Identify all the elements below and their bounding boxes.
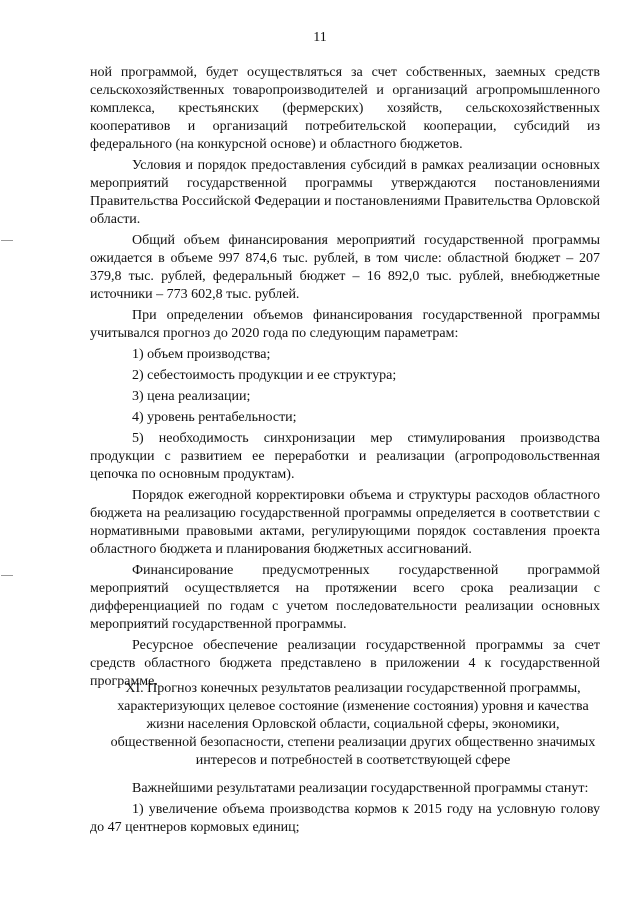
margin-mark (1, 575, 13, 576)
document-body (90, 64, 600, 694)
paragraph: Порядок ежегодной корректировки объема и структуры расходов областного бюджета на реализацию государственной программы определяется в соответствии с нормативными правовыми актами, регулирующими порядок составления проекта областного бюджета и планирования бюджетных ассигнований. (90, 488, 600, 557)
paragraph: При определении объемов финансирования государственной программы учитывался прогноз до 2020 года по следующим параметрам: (90, 308, 600, 341)
list-item: 1) увеличение объема производства кормов к 2015 году на условную голову до 47 центнеров кормовых единиц; (90, 802, 600, 835)
margin-mark (1, 240, 13, 241)
list-item: 4) уровень рентабельности; (132, 410, 297, 425)
paragraph: Общий объем финансирования мероприятий государственной программы ожидается в объеме 997 874,6 тыс. рублей, в том числе: областной бюджет – 207 379,8 тыс. рублей, федеральный бюджет – 16 892,0 тыс. рублей, внебюджетные источники – 773 602,8 тыс. рублей. (90, 233, 600, 302)
section-heading: XI. Прогноз конечных результатов реализации государственной программы, характеризующих целевое состояние (изменение состояния) уровня и качества жизни населения Орловской области, социальной сферы, экономики, общественной безопасности, степени реализации других общественно значимых интересов и потребностей в соответствующей сфере (110, 681, 596, 768)
paragraph: Финансирование предусмотренных государственной программой мероприятий осуществляется на протяжении всего срока реализации с дифференциацией по годам с учетом последовательности реализации основных мероприятий государственной программы. (90, 563, 600, 632)
list-item: 3) цена реализации; (132, 389, 251, 404)
paragraph: Важнейшими результатами реализации государственной программы станут: (132, 781, 589, 796)
paragraph: Условия и порядок предоставления субсидий в рамках реализации основных мероприятий государственной программы утверждаются постановлениями Правительства Российской Федерации и постановлениями Правительства Орловской области. (90, 158, 600, 227)
paragraph: ной программой, будет осуществляться за счет собственных, заемных средств сельскохозяйственных товаропроизводителей и организаций агропромышленного комплекса, крестьянских (фермерских) хозяйств, сельскохозяйственных кооперативов и организаций потребительской кооперации, субсидий из федерального (на конкурсной основе) и областного бюджетов. (90, 65, 600, 152)
page-number: 11 (313, 30, 327, 45)
list-item: 5) необходимость синхронизации мер стимулирования производства продукции с развитием ее переработки и реализации (агропродовольственная цепочка по основным продуктам). (90, 431, 600, 482)
list-item: 1) объем производства; (132, 347, 271, 362)
results-section (90, 780, 600, 840)
list-item: 2) себестоимость продукции и ее структура; (132, 368, 397, 383)
paragraph: Ресурсное обеспечение реализации государственной программы за счет средств областного бюджета представлено в приложении 4 к государственной программе. (90, 638, 600, 689)
